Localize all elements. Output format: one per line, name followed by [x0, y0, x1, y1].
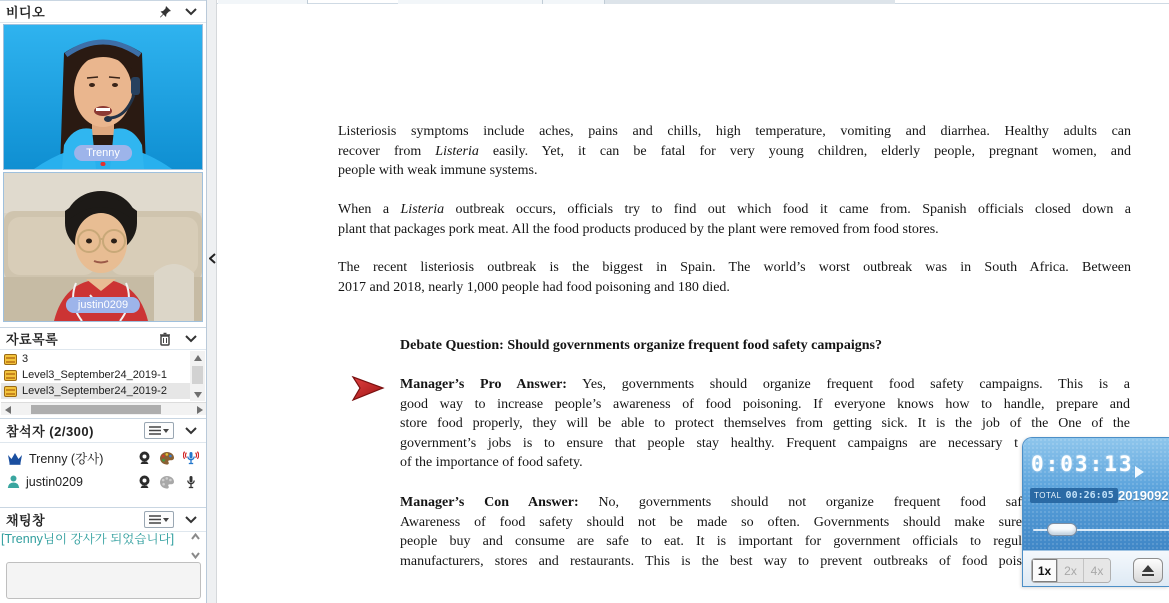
scrollbar-thumb[interactable]	[31, 405, 161, 414]
seek-slider-thumb[interactable]	[1047, 523, 1077, 536]
chat-panel-header	[0, 507, 206, 532]
chat-menu-button[interactable]	[144, 511, 174, 528]
video-panel-header	[0, 0, 206, 23]
player-controls	[1023, 550, 1169, 587]
chevron-left-icon	[209, 253, 216, 264]
chat-scrollbar[interactable]	[187, 533, 203, 559]
pro-answer-paragraph: Manager’s Pro Answer: Yes, governments should organize frequent food safety campaigns. This is a good way to increase people’s awareness of food poisoning. If everyone knows how to handle, prepare and store food properly, they will be able to protect themselves from getting sick. It is the job of the One of the government’s jobs is to ensure that people stay healthy. Frequent campaigns are necessary t of the importance of food safety.	[400, 377, 1130, 470]
pin-icon[interactable]	[156, 4, 174, 20]
video-name-badge: justin0209	[66, 297, 140, 313]
participants-panel-collapse-icon[interactable]	[182, 423, 200, 439]
scroll-left-icon[interactable]	[1, 403, 14, 416]
recording-date-label: 2019092	[1118, 488, 1169, 503]
material-item[interactable]: Level3_September24_2019-1	[1, 367, 190, 383]
video-panel-title: 비디오	[6, 5, 46, 20]
debate-question-heading: Debate Question: Should governments organize frequent food safety campaigns?	[400, 338, 882, 353]
material-item[interactable]	[1, 399, 190, 401]
webcam-icon[interactable]	[138, 451, 151, 465]
paragraph: When a Listeria outbreak occurs, officials try to find out which food it came from. Spanish officials closed down a plant that packages pork meat. All the food products produced by the plant were removed from food stores.	[338, 202, 1131, 237]
total-time-box: TOTAL 00:26:05	[1030, 488, 1118, 503]
clipped-tab-strip	[217, 0, 1169, 4]
participant-name: Trenny (강사)	[29, 452, 104, 466]
chat-panel-collapse-icon[interactable]	[182, 512, 200, 528]
materials-panel-header	[0, 327, 206, 350]
speed-4x-button[interactable]: 4x	[1084, 559, 1110, 582]
chat-system-message: [Trenny님이 강사가 되었습니다]	[1, 533, 175, 546]
player-display	[1023, 438, 1169, 550]
sidebar-divider	[207, 0, 217, 603]
paragraph: Listeriosis symptoms include aches, pains and chills, high temperature, vomiting and diarrhea. Healthy adults can recover from Listeria easily. Yet, it can be fatal for very young children, elderly people, pregnant women, and people with weak immune systems.	[338, 124, 1131, 178]
laser-pointer-arrow-icon	[351, 375, 385, 401]
collapse-sidebar-button[interactable]	[207, 248, 217, 268]
recording-dot	[101, 162, 106, 166]
drawing-palette-icon[interactable]	[160, 452, 174, 465]
video-name-badge: Trenny	[74, 145, 132, 161]
scroll-up-icon[interactable]	[191, 351, 204, 364]
speed-1x-button[interactable]: 1x	[1032, 559, 1058, 582]
material-item-selected[interactable]: Level3_September24_2019-2	[1, 383, 190, 399]
scrollbar-thumb[interactable]	[192, 366, 203, 384]
participant-row[interactable]	[1, 446, 205, 470]
elapsed-time-display: 0:03:13	[1031, 452, 1134, 476]
con-answer-paragraph: Manager’s Con Answer: No, governments should not organize frequent food saf Awareness of food safety should not be made so often. Governments should make sure people buy and consume are safe to eat. It is important for government officials to regul manufacturers, stores and restaurants. This is the best way to prevent outbreaks of food pois	[400, 495, 1022, 569]
video-feed-trenny[interactable]	[3, 24, 203, 170]
media-file-icon	[4, 370, 17, 381]
participants-list	[1, 446, 205, 494]
playback-speed-group	[1031, 558, 1111, 583]
material-item[interactable]: 3	[1, 351, 190, 367]
participant-row[interactable]	[1, 470, 205, 494]
materials-list	[1, 351, 190, 401]
speed-2x-button[interactable]: 2x	[1058, 559, 1084, 582]
student-person-icon	[7, 475, 20, 489]
trash-icon[interactable]	[156, 331, 174, 347]
chat-message-list[interactable]	[1, 533, 179, 557]
participants-panel-header	[0, 418, 206, 443]
webcam-icon[interactable]	[138, 475, 151, 489]
materials-vertical-scrollbar[interactable]	[190, 351, 205, 401]
eject-button[interactable]	[1133, 558, 1163, 583]
materials-horizontal-scrollbar[interactable]	[1, 402, 206, 415]
video-panel-collapse-icon[interactable]	[182, 4, 200, 20]
instructor-crown-icon	[7, 452, 23, 465]
paragraph: The recent listeriosis outbreak is the biggest in Spain. The world’s worst outbreak was in South Africa. Between 2017 and 2018, nearly 1,000 people had food poisoning and 180 died.	[338, 260, 1131, 295]
materials-panel-collapse-icon[interactable]	[182, 331, 200, 347]
microphone-active-icon[interactable]	[183, 451, 199, 465]
participant-name: justin0209	[26, 475, 83, 489]
eject-icon	[1142, 565, 1154, 572]
media-file-icon	[4, 354, 17, 365]
scroll-down-icon[interactable]	[191, 388, 204, 401]
sidebar	[0, 0, 207, 603]
video-feed-justin0209[interactable]	[3, 172, 203, 322]
recording-player[interactable]	[1022, 437, 1169, 587]
microphone-icon[interactable]	[183, 475, 199, 489]
drawing-palette-icon-disabled[interactable]	[160, 476, 174, 489]
participants-panel-title: 참석자 (2/300)	[6, 424, 94, 439]
chat-panel-title: 채팅창	[6, 513, 46, 528]
chat-input-box[interactable]	[6, 562, 201, 599]
scroll-up-icon[interactable]	[191, 533, 200, 540]
scroll-down-icon[interactable]	[191, 552, 200, 559]
play-icon[interactable]	[1135, 466, 1144, 478]
media-file-icon	[4, 386, 17, 397]
scroll-right-icon[interactable]	[193, 403, 206, 416]
participants-view-menu-button[interactable]	[144, 422, 174, 439]
materials-panel-title: 자료목록	[6, 332, 59, 347]
